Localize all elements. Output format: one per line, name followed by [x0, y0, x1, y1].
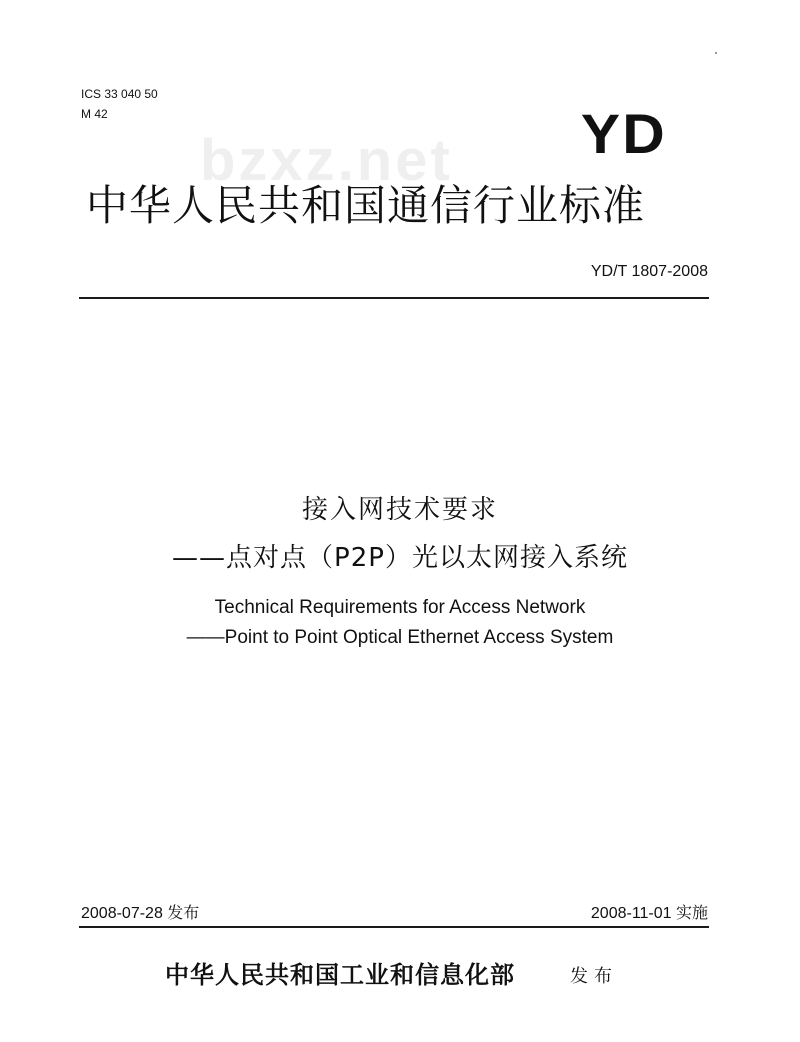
organization-title: 中华人民共和国通信行业标准: [86, 181, 646, 230]
top-divider: [79, 297, 709, 299]
title-en-sub: ——Point to Point Optical Ethernet Access System: [186, 627, 614, 648]
title-cn-main: 接入网技术要求: [301, 495, 498, 525]
implementation-date: 2008-11-01 实施: [590, 905, 708, 922]
watermark: bzxz.net: [200, 128, 453, 193]
publish-label: 发布: [570, 966, 618, 987]
title-cn-sub: ——点对点（P2P）光以太网接入系统: [172, 543, 628, 573]
standard-number: YD/T 1807-2008: [590, 263, 708, 280]
issue-date: 2008-07-28 发布: [81, 905, 200, 922]
scan-speck: [715, 52, 717, 54]
bottom-divider: [79, 926, 709, 928]
category-code: M 42: [81, 107, 108, 121]
ics-code: ICS 33 040 50: [81, 87, 158, 101]
publisher-name: 中华人民共和国工业和信息化部: [165, 961, 515, 989]
yd-logo: YD: [581, 102, 667, 165]
title-en-main: Technical Requirements for Access Network: [214, 597, 586, 618]
